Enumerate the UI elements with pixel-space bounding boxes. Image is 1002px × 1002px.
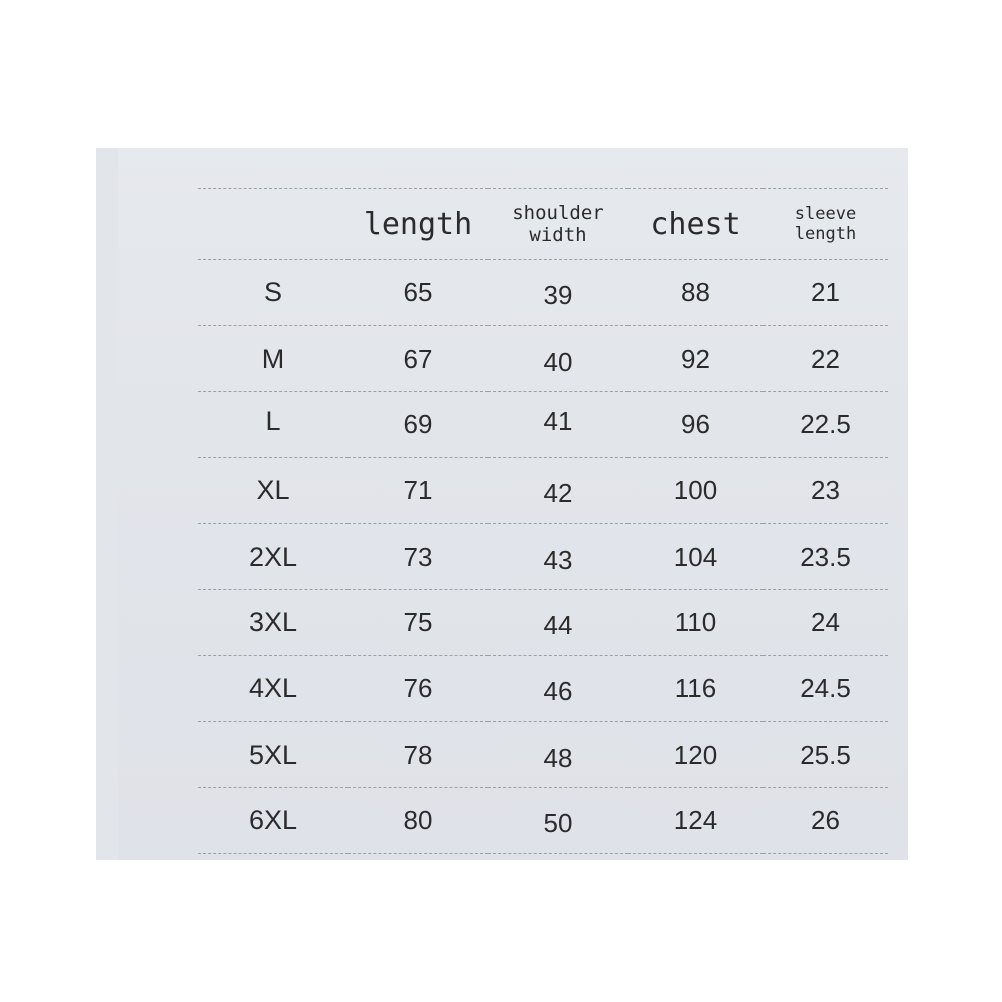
cell-size: M bbox=[198, 327, 348, 393]
table-row bbox=[198, 458, 888, 524]
table-row bbox=[198, 524, 888, 590]
table-row bbox=[198, 656, 888, 722]
header-shoulder-width: shoulder width bbox=[488, 189, 628, 260]
table-row bbox=[198, 788, 888, 854]
cell-length: 71 bbox=[348, 458, 488, 524]
size-table-container bbox=[118, 148, 908, 860]
table-header-row bbox=[198, 189, 888, 260]
cell-length: 65 bbox=[348, 260, 488, 326]
cell-chest: 120 bbox=[628, 723, 763, 789]
cell-size: S bbox=[198, 260, 348, 326]
table-row bbox=[198, 326, 888, 392]
cell-chest: 110 bbox=[628, 590, 763, 656]
cell-shoulder-width: 50 bbox=[488, 791, 628, 857]
table-row bbox=[198, 260, 888, 326]
cell-sleeve-length: 24 bbox=[763, 590, 888, 656]
cell-size: 6XL bbox=[198, 788, 348, 854]
cell-shoulder-width: 42 bbox=[488, 461, 628, 527]
cell-size: L bbox=[198, 389, 348, 455]
cell-chest: 124 bbox=[628, 788, 763, 854]
cell-sleeve-length: 23 bbox=[763, 458, 888, 524]
cell-shoulder-width: 44 bbox=[488, 593, 628, 659]
cell-sleeve-length: 24.5 bbox=[763, 656, 888, 722]
size-table bbox=[198, 188, 888, 854]
cell-size: 5XL bbox=[198, 723, 348, 789]
cell-sleeve-length: 22.5 bbox=[763, 392, 888, 458]
cell-chest: 100 bbox=[628, 458, 763, 524]
cell-length: 75 bbox=[348, 590, 488, 656]
table-row bbox=[198, 590, 888, 656]
cell-shoulder-width: 48 bbox=[488, 726, 628, 792]
cell-shoulder-width: 43 bbox=[488, 528, 628, 594]
cell-chest: 88 bbox=[628, 260, 763, 326]
cell-sleeve-length: 22 bbox=[763, 327, 888, 393]
cell-shoulder-width: 40 bbox=[488, 330, 628, 396]
size-chart-card bbox=[118, 148, 908, 860]
cell-shoulder-width: 46 bbox=[488, 659, 628, 725]
header-size bbox=[198, 189, 348, 260]
cell-length: 69 bbox=[348, 392, 488, 458]
table-row bbox=[198, 722, 888, 788]
table-row bbox=[198, 392, 888, 458]
header-length: length bbox=[348, 189, 488, 260]
header-chest: chest bbox=[628, 189, 763, 260]
cell-length: 76 bbox=[348, 656, 488, 722]
cell-sleeve-length: 21 bbox=[763, 260, 888, 326]
cell-chest: 116 bbox=[628, 656, 763, 722]
cell-size: 4XL bbox=[198, 656, 348, 722]
cell-sleeve-length: 26 bbox=[763, 788, 888, 854]
cell-sleeve-length: 25.5 bbox=[763, 723, 888, 789]
cell-chest: 104 bbox=[628, 525, 763, 591]
cell-shoulder-width: 41 bbox=[488, 389, 628, 455]
cell-size: XL bbox=[198, 458, 348, 524]
cell-chest: 92 bbox=[628, 327, 763, 393]
cell-length: 78 bbox=[348, 723, 488, 789]
cell-shoulder-width: 39 bbox=[488, 263, 628, 329]
header-sleeve-length: sleeve length bbox=[763, 189, 888, 260]
cell-length: 80 bbox=[348, 788, 488, 854]
cell-length: 73 bbox=[348, 525, 488, 591]
cell-size: 3XL bbox=[198, 590, 348, 656]
cell-sleeve-length: 23.5 bbox=[763, 525, 888, 591]
cell-chest: 96 bbox=[628, 392, 763, 458]
cell-length: 67 bbox=[348, 327, 488, 393]
cell-size: 2XL bbox=[198, 525, 348, 591]
